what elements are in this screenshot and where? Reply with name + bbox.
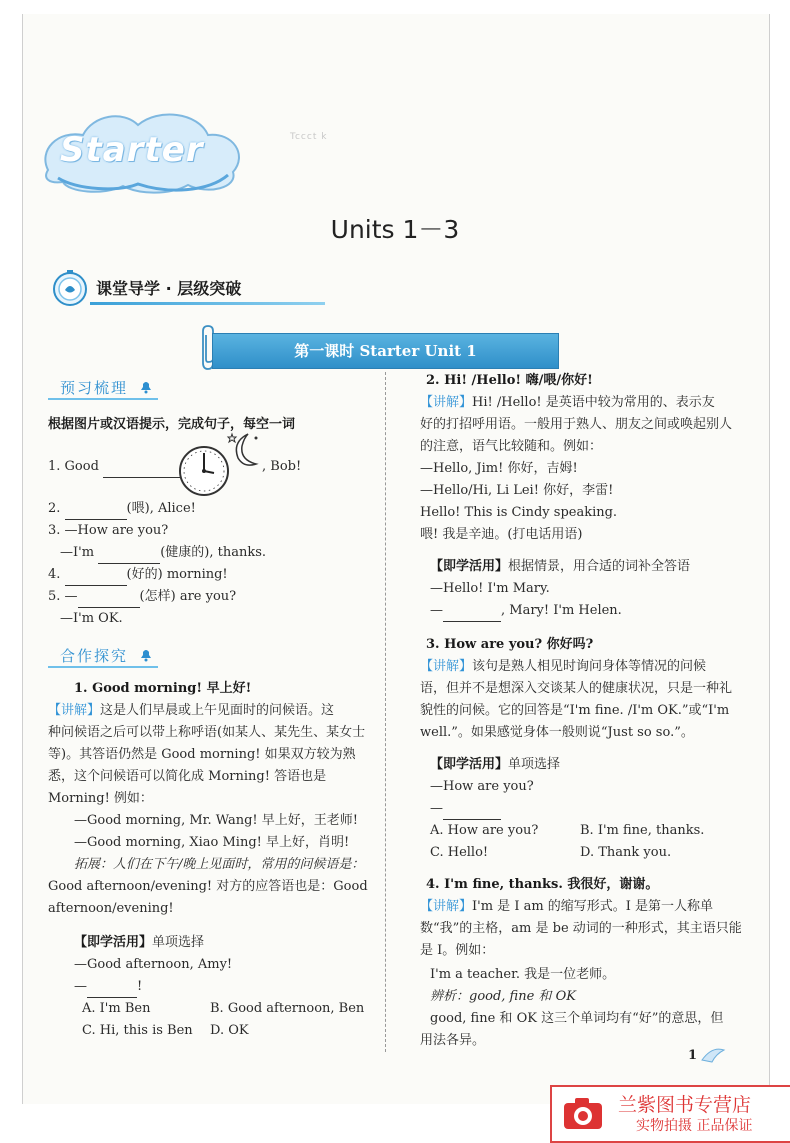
q2-blank[interactable]: [65, 505, 127, 520]
q2: [48, 498, 196, 520]
point-2-line-6: Hello! This is Cindy speaking.: [420, 505, 618, 520]
faint-print: Tccct k: [290, 132, 328, 142]
q4-num: 4.: [48, 567, 61, 582]
camera-icon: [562, 1095, 604, 1131]
q1-text: 1. Good: [48, 459, 99, 474]
q2-num: 2.: [48, 501, 61, 516]
q4-text: (好的) morning!: [126, 567, 228, 582]
point-2-text-1: Hi! /Hello! 是英语中较为常用的、表示友: [472, 395, 715, 410]
exercise-2-type: 根据情景，用合适的词补全答语: [508, 559, 691, 574]
exercise-2-title: [430, 556, 690, 578]
point-4-line-2: 数“我”的主格，am 是 be 动词的一种形式，其主语只能: [420, 921, 742, 936]
unit-title: Units 1－3: [330, 215, 460, 244]
exclaim: !: [137, 979, 143, 994]
point-1-line-8: 拓展：人们在下午/晚上见面时，常用的问候语是：: [74, 857, 365, 872]
point-1-line-10: afternoon/evening!: [48, 901, 174, 916]
moon-icon: [226, 428, 262, 472]
point-2-line-1: [420, 392, 715, 414]
point-4-text-1: I'm 是 I am 的缩写形式。I 是第一人称单: [472, 899, 714, 914]
exercise-3-title: [430, 754, 560, 776]
point-1-title: 1. Good morning! 早上好!: [74, 681, 252, 696]
point-4-line-5: 辨析：good, fine 和 OK: [430, 989, 576, 1004]
exercise-3-question: —How are you?: [430, 779, 534, 794]
q2-text: (喂), Alice!: [126, 501, 196, 516]
section-underline: [90, 302, 325, 305]
q3-answer: [60, 542, 266, 564]
point-1-text-1: 这是人们早晨或上午见面时的问候语。这: [100, 703, 335, 718]
q5-text: (怎样) are you?: [139, 589, 237, 604]
column-divider: [385, 372, 386, 1052]
exercise-3-answer: [430, 798, 501, 820]
exercise-2-text: , Mary! I'm Helen.: [501, 603, 622, 618]
exercise-1-answer: [74, 976, 142, 998]
dash: —: [430, 603, 443, 618]
point-1-line-4: 悉，这个问候语可以简化成 Morning! 答语也是: [48, 769, 327, 784]
option-b[interactable]: B. Good afternoon, Ben: [210, 1001, 365, 1016]
q3-blank[interactable]: [98, 549, 160, 564]
point-4-title: 4. I'm fine, thanks. 我很好，谢谢。: [426, 877, 659, 892]
point-4-line-7: 用法各异。: [420, 1033, 486, 1048]
option-d[interactable]: D. Thank you.: [580, 845, 672, 860]
exercise-3-type: 单项选择: [508, 757, 561, 772]
exercise-3-blank[interactable]: [443, 805, 501, 820]
coop-tag-label: 合作探究: [60, 647, 129, 665]
point-2-line-4: —Hello, Jim! 你好，吉姆!: [420, 461, 578, 476]
point-3-line-2: 语，但并不是想深入交谈某人的健康状况，只是一种礼: [420, 681, 733, 696]
q4-blank[interactable]: [65, 571, 127, 586]
instruction: 根据图片或汉语提示，完成句子，每空一词: [48, 417, 296, 432]
explain-tag: 【讲解】: [48, 703, 101, 718]
lesson-title-bar: 第一课时 Starter Unit 1: [212, 333, 559, 369]
option-c[interactable]: C. Hello!: [430, 845, 489, 860]
point-2-line-7: 喂! 我是辛迪。(打电话用语): [420, 527, 583, 542]
explain-tag: 【讲解】: [420, 395, 473, 410]
explain-tag: 【讲解】: [420, 899, 473, 914]
q5: [48, 586, 236, 608]
stopwatch-emblem-icon: [50, 268, 90, 308]
page-corner-leaf-icon: [700, 1046, 726, 1064]
store-name: 兰紫图书专营店: [618, 1094, 752, 1116]
point-1-line-2: 种问候语之后可以带上称呼语(如某人、某先生、某女士: [48, 725, 366, 740]
point-1-line-1: [48, 700, 334, 722]
option-d[interactable]: D. OK: [210, 1023, 249, 1038]
option-a[interactable]: A. How are you?: [430, 823, 539, 838]
dash: —: [430, 801, 443, 816]
point-1-line-9: Good afternoon/evening! 对方的应答语也是：Good: [48, 879, 368, 894]
store-slogan: 实物拍摄 正品保证: [636, 1118, 753, 1134]
exercise-1-question: —Good afternoon, Amy!: [74, 957, 233, 972]
point-3-line-4: well.”。如果感觉身体一般则说“Just so so.”。: [420, 725, 694, 740]
exercise-2-blank[interactable]: [443, 607, 501, 622]
point-3-line-1: [420, 656, 706, 678]
point-4-line-6: good, fine 和 OK 这三个单词均有“好”的意思，但: [430, 1011, 724, 1026]
starter-banner-text: Starter: [60, 130, 204, 170]
dash: —: [74, 979, 87, 994]
q5-blank[interactable]: [78, 593, 140, 608]
q3-text-b: (健康的), thanks.: [160, 545, 266, 560]
point-2-title: 2. Hi! /Hello! 嗨/喂/你好!: [426, 373, 593, 388]
exercise-tag: 【即学活用】: [430, 559, 509, 574]
bell-icon: [138, 646, 154, 662]
exercise-2-question: —Hello! I'm Mary.: [430, 581, 550, 596]
option-a[interactable]: A. I'm Ben: [82, 1001, 151, 1016]
store-watermark: [550, 1085, 790, 1143]
point-1-line-7: —Good morning, Xiao Ming! 早上好，肖明!: [74, 835, 350, 850]
q3-text-a: —I'm: [60, 545, 95, 560]
page-number: 1: [688, 1048, 698, 1063]
exercise-1-title: [74, 932, 204, 954]
option-b[interactable]: B. I'm fine, thanks.: [580, 823, 705, 838]
point-2-line-5: —Hello/Hi, Li Lei! 你好，李雷!: [420, 483, 614, 498]
q5-num: 5. —: [48, 589, 78, 604]
exercise-2-answer: [430, 600, 622, 622]
q4: [48, 564, 228, 586]
section-title: 课堂导学 · 层级突破: [96, 279, 242, 298]
preview-tag-label: 预习梳理: [60, 379, 129, 397]
explain-tag: 【讲解】: [420, 659, 473, 674]
point-4-line-3: 是 I。例如：: [420, 943, 495, 958]
point-3-line-3: 貌性的问候。它的回答是“I'm fine. /I'm OK.”或“I'm: [420, 703, 730, 718]
right-column: [404, 372, 742, 1052]
point-1-line-5: Morning! 例如：: [48, 791, 153, 806]
exercise-1-type: 单项选择: [152, 935, 205, 950]
point-2-line-3: 的注意，语气比较随和。例如：: [420, 439, 603, 454]
q3: 3. —How are you?: [48, 523, 169, 538]
option-c[interactable]: C. Hi, this is Ben: [82, 1023, 193, 1038]
point-4-line-4: I'm a teacher. 我是一位老师。: [430, 967, 616, 982]
q1-end: , Bob!: [262, 459, 302, 474]
point-2-line-2: 好的打招呼用语。一般用于熟人、朋友之间或唤起别人: [420, 417, 733, 432]
point-3-text-1: 该句是熟人相见时询问身体等情况的问候: [472, 659, 707, 674]
exercise-1-blank[interactable]: [87, 983, 137, 998]
q5-answer: —I'm OK.: [60, 611, 123, 626]
point-4-line-1: [420, 896, 713, 918]
exercise-tag: 【即学活用】: [74, 935, 153, 950]
point-1-line-3: 等)。其答语仍然是 Good morning! 如果双方较为熟: [48, 747, 356, 762]
exercise-tag: 【即学活用】: [430, 757, 509, 772]
point-1-line-6: —Good morning, Mr. Wang! 早上好，王老师!: [74, 813, 358, 828]
point-3-title: 3. How are you? 你好吗?: [426, 637, 594, 652]
bell-icon: [138, 378, 154, 394]
